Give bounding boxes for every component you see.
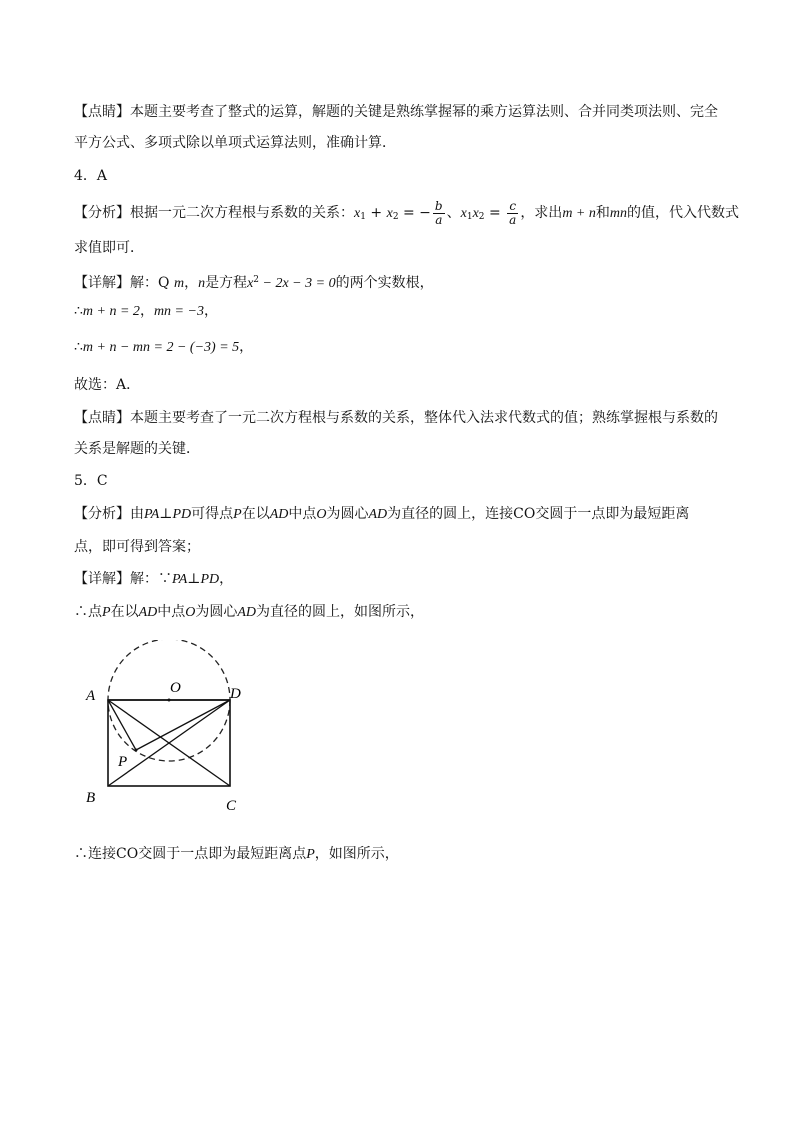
- point-p-dot: [135, 749, 138, 752]
- l3-ad2: AD: [237, 605, 257, 620]
- l3-pre: ∴点: [74, 604, 102, 620]
- label-a: A: [86, 688, 96, 704]
- point-o: O: [316, 507, 327, 522]
- q5-line-4: [74, 844, 399, 865]
- q5-a: 可得点: [191, 506, 234, 522]
- label-p: P: [118, 754, 128, 770]
- eq-rest: − 2x − 3 = 0: [259, 276, 336, 291]
- detail-prefix: 【详解】解：: [74, 275, 158, 291]
- var-n: n: [198, 276, 206, 291]
- detail-end: 的两个实数根，: [335, 275, 434, 291]
- q5-analysis-line-2: 点，即可得到答案；: [74, 539, 200, 555]
- because: ∵: [158, 571, 172, 587]
- point-p: P: [233, 507, 242, 522]
- geometry-figure: [78, 640, 268, 820]
- step1c: mn = −3: [153, 304, 204, 319]
- l3-a: 在以: [110, 604, 139, 620]
- eq-neg: = −: [398, 205, 431, 221]
- note-line-1: 【点睛】本题主要考查了整式的运算，解题的关键是熟练掌握幂的乘方运算法则、合并同类项法则、完全: [74, 104, 718, 120]
- l4-p: P: [306, 847, 315, 862]
- l3-ad: AD: [138, 605, 158, 620]
- l3-b: 中点: [157, 604, 186, 620]
- label-b: B: [86, 790, 96, 806]
- q5-condition: PA⊥PD: [172, 572, 220, 587]
- segment-ad-2: AD: [368, 507, 388, 522]
- mn: mn: [609, 206, 627, 221]
- step2: m + n − mn = 2 − (−3) = 5: [82, 340, 240, 355]
- q5-analysis-prefix: 【分析】由: [74, 506, 144, 522]
- var-m: m: [173, 276, 185, 291]
- point-o-dot: [168, 699, 171, 702]
- x2b: x: [472, 206, 479, 221]
- sub1: 1: [360, 212, 366, 222]
- analysis-mid2: 的值，代入代数式: [627, 205, 739, 221]
- l4-co: CO: [116, 846, 139, 862]
- eq: =: [484, 205, 506, 221]
- fraction-b-over-a: $\frac{b}{a}$: [434, 198, 443, 227]
- note-line-2: 平方公式、多项式除以单项式运算法则，准确计算．: [74, 135, 396, 151]
- step1b: ，: [139, 303, 154, 319]
- q4-analysis-line-2: 求值即可．: [74, 240, 144, 256]
- q4-choose: 故选：A．: [74, 377, 141, 393]
- q4-answer: 4．A: [74, 168, 108, 184]
- q5-detail-line: [74, 569, 233, 590]
- label-o: O: [170, 680, 181, 696]
- analysis-mid1: ，求出: [520, 205, 563, 221]
- l4-pre: ∴连接: [74, 846, 116, 862]
- geometry-svg: [78, 640, 268, 820]
- q4-detail-line: [74, 270, 434, 294]
- m-plus-n: m + n: [562, 206, 596, 221]
- sub2b: 2: [478, 212, 485, 222]
- q5-d: 为圆心: [326, 506, 369, 522]
- q5-detail-end: ，: [219, 571, 234, 587]
- q5-e: 为直径的圆上，连接: [387, 506, 514, 522]
- segment-ad: AD: [269, 507, 289, 522]
- sub2: 2: [392, 212, 399, 222]
- sub1b: 1: [466, 212, 473, 222]
- therefore-2: ∴: [74, 339, 83, 355]
- label-d: D: [230, 686, 241, 702]
- step1d: ，: [203, 303, 218, 319]
- segment-pd: [136, 700, 230, 750]
- eq-x: x: [247, 276, 254, 291]
- q4-analysis-line-1: [74, 198, 739, 232]
- q5-c: 中点: [288, 506, 317, 522]
- separator: 、: [446, 205, 461, 221]
- q4-step-2: [74, 337, 253, 358]
- q5-answer: 5．C: [74, 473, 108, 489]
- q4-note-line-1: 【点睛】本题主要考查了一元二次方程根与系数的关系，整体代入法求代数式的值；熟练掌握根与系数的: [74, 410, 718, 426]
- q5-f: 交圆于一点即为最短距离: [535, 506, 690, 522]
- q4-step-1: [74, 301, 218, 322]
- q5-line-3: [74, 602, 424, 623]
- l3-c: 为圆心: [195, 604, 238, 620]
- x1: x: [354, 206, 361, 221]
- x2: x: [386, 206, 393, 221]
- fraction-c-over-a: $\frac{c}{a}$: [509, 198, 517, 227]
- l4-end: ，如图所示，: [314, 846, 399, 862]
- x1b: x: [460, 206, 467, 221]
- q4-note-line-2: 关系是解题的关键．: [74, 441, 200, 457]
- q5-b: 在以: [241, 506, 270, 522]
- step1a: m + n = 2: [82, 304, 140, 319]
- q4-analysis-prefix: 【分析】根据一元二次方程根与系数的关系：: [74, 205, 354, 221]
- detail-mid: 是方程: [205, 275, 248, 291]
- step2-end: ，: [239, 339, 254, 355]
- q5-analysis-line-1: [74, 504, 689, 525]
- segment-co: CO: [513, 506, 536, 522]
- eq-sup: 2: [253, 275, 260, 285]
- q5-detail-prefix: 【详解】解：: [74, 571, 158, 587]
- l3-o: O: [185, 605, 196, 620]
- comma: ，: [184, 275, 199, 291]
- segment-ap: [108, 700, 136, 750]
- q-symbol: Q: [158, 275, 170, 291]
- label-c: C: [226, 798, 237, 814]
- plus: +: [365, 205, 387, 221]
- and-word: 和: [595, 205, 610, 221]
- pa-perp-pd: PA⊥PD: [144, 507, 192, 522]
- therefore-1: ∴: [74, 303, 83, 319]
- l3-d: 为直径的圆上，如图所示，: [256, 604, 425, 620]
- l4-a: 交圆于一点即为最短距离点: [138, 846, 307, 862]
- l3-p: P: [102, 605, 111, 620]
